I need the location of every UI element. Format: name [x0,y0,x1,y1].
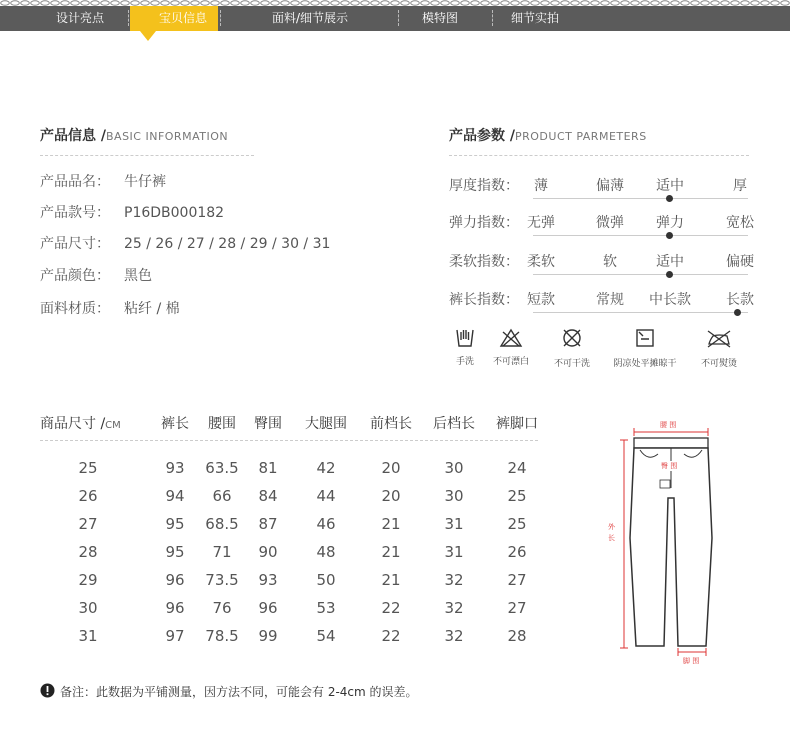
info-value: 25 / 26 / 27 / 28 / 29 / 30 / 31 [124,236,331,252]
size-cell: 27 [507,571,527,589]
size-cell: 84 [258,487,278,505]
size-cell: 32 [444,627,464,645]
param-selected-dot [666,232,673,239]
param-option: 宽松 [726,215,754,231]
param-label: 弹力指数： [449,215,519,231]
diagram-hem-label: 脚 围 [683,657,700,665]
param-option: 适中 [656,254,684,270]
product-info-subtitle: BASIC INFORMATION [106,130,229,143]
size-cell: 96 [258,599,278,617]
size-header-text: 商品尺寸 / [40,416,106,432]
param-option: 软 [603,254,617,270]
size-cell: 96 [165,599,185,617]
size-column-header: 裤脚口 [496,416,538,432]
info-value: 粘纤 / 棉 [124,301,180,317]
size-cell: 44 [316,487,336,505]
param-label: 裤长指数： [449,292,519,308]
pants-outline [600,418,730,666]
param-option: 微弹 [596,215,624,231]
nav-pointer [140,31,156,41]
size-cell: 32 [444,571,464,589]
nav-separator [128,10,129,26]
product-params-subtitle: PRODUCT PARMETERS [515,130,647,143]
size-cell: 22 [381,627,401,645]
info-row-material [40,298,180,318]
info-value: 牛仔裤 [124,174,166,190]
size-cell: 30 [444,487,464,505]
size-cell: 28 [507,627,527,645]
size-cell: 32 [444,599,464,617]
size-column-header: 大腿围 [305,416,347,432]
care-label: 不可干洗 [553,359,590,369]
size-cell: 93 [258,571,278,589]
param-track [533,235,748,236]
nav-separator [398,10,399,26]
hand-wash-icon [455,326,475,348]
param-option: 常规 [596,292,624,308]
info-row-name [40,171,166,191]
param-option: 柔软 [527,254,555,270]
info-value: 黑色 [124,268,152,284]
pants-measurement-diagram [600,418,730,666]
size-column-header: 臀围 [254,416,282,432]
care-label: 手洗 [455,357,474,367]
size-cell: 68.5 [205,515,239,533]
size-cell-size: 26 [78,487,98,505]
size-cell: 78.5 [205,627,239,645]
tab-detail-shots[interactable]: 细节实拍 [510,11,559,25]
size-column-header: 前档长 [370,416,412,432]
size-cell: 46 [316,515,336,533]
size-cell: 63.5 [205,459,239,477]
info-row-sizes [40,233,330,253]
size-cell: 26 [507,543,527,561]
product-info-title [40,125,228,145]
nav-separator [220,10,221,26]
size-cell: 76 [212,599,232,617]
size-cell-size: 27 [78,515,98,533]
param-option: 厚 [733,178,747,194]
size-cell: 21 [381,543,401,561]
size-cell: 99 [258,627,278,645]
size-cell: 25 [507,515,527,533]
size-column-header: 后档长 [433,416,475,432]
param-option: 中长款 [649,292,691,308]
size-cell: 96 [165,571,185,589]
product-params-title [449,125,647,145]
no-iron-icon [705,328,733,348]
size-cell: 42 [316,459,336,477]
size-cell: 21 [381,515,401,533]
care-icons [449,326,749,371]
tab-fabric-details[interactable]: 面料/细节展示 [271,11,349,25]
top-nav [0,0,790,33]
no-bleach-icon [499,328,523,348]
size-cell-size: 28 [78,543,98,561]
size-cell-size: 31 [78,627,98,645]
size-cell: 30 [444,459,464,477]
param-option: 弹力 [656,215,684,231]
size-unit: CM [105,420,121,431]
no-tumble-dry-icon [561,327,583,349]
diagram-waist-label: 腰 围 [660,421,677,429]
info-label: 产品尺寸： [40,236,110,252]
divider [40,155,254,156]
size-cell: 71 [212,543,232,561]
size-cell: 95 [165,543,185,561]
size-cell: 95 [165,515,185,533]
size-cell: 24 [507,459,527,477]
size-cell-size: 29 [78,571,98,589]
param-option: 短款 [527,292,555,308]
param-track [533,274,748,275]
product-info-title-text: 产品信息 / [40,128,106,144]
size-cell: 90 [258,543,278,561]
size-cell: 50 [316,571,336,589]
size-cell: 48 [316,543,336,561]
param-label: 柔软指数： [449,254,519,270]
diagram-hip-label: 臀 围 [661,462,678,470]
diagram-outer-length-label: 外长 [608,523,615,542]
size-cell: 20 [381,459,401,477]
size-cell: 31 [444,515,464,533]
info-label: 产品款号： [40,205,110,221]
size-cell: 31 [444,543,464,561]
size-cell: 66 [212,487,232,505]
size-cell: 22 [381,599,401,617]
info-row-color [40,265,152,285]
param-label: 厚度指数： [449,178,519,194]
param-selected-dot [666,271,673,278]
param-option: 无弹 [527,215,555,231]
size-cell-size: 25 [78,459,98,477]
param-selected-dot [666,195,673,202]
info-value: P16DB000182 [124,205,225,221]
info-row-style-no [40,202,224,222]
care-label: 不可漂白 [492,357,529,367]
size-cell: 93 [165,459,185,477]
size-cell: 73.5 [205,571,239,589]
size-cell: 20 [381,487,401,505]
size-cell: 53 [316,599,336,617]
size-cell: 25 [507,487,527,505]
info-label: 面料材质： [40,301,110,317]
param-track [533,312,748,313]
param-option: 适中 [656,178,684,194]
param-option: 偏硬 [726,254,754,270]
info-label: 产品品名： [40,174,110,190]
param-option: 长款 [726,292,754,308]
size-column-header: 腰围 [208,416,236,432]
info-label: 产品颜色： [40,268,110,284]
param-option: 薄 [534,178,548,194]
size-cell: 97 [165,627,185,645]
size-cell: 94 [165,487,185,505]
size-cell: 87 [258,515,278,533]
note-text: 备注：此数据为平铺测量，因方法不同，可能会有 2-4cm 的误差。 [60,685,418,699]
divider [40,440,538,441]
care-label: 阴凉处平摊晾干 [613,359,677,369]
param-option: 偏薄 [596,178,624,194]
warning-icon [40,683,55,698]
product-params-title-text: 产品参数 / [449,128,515,144]
tab-product-info[interactable]: 宝贝信息 [158,11,207,25]
param-selected-dot [734,309,741,316]
size-cell: 81 [258,459,278,477]
dry-flat-shade-icon [635,328,655,348]
size-cell: 21 [381,571,401,589]
size-cell: 54 [316,627,336,645]
size-column-header: 裤长 [161,416,189,432]
param-track [533,198,748,199]
care-label: 不可熨烫 [700,359,737,369]
size-cell-size: 30 [78,599,98,617]
tab-design-highlights[interactable]: 设计亮点 [55,11,104,25]
tab-model-photos[interactable]: 模特图 [421,11,458,25]
nav-separator [492,10,493,26]
size-cell: 27 [507,599,527,617]
divider [449,155,749,156]
size-table-header-size [40,413,121,433]
